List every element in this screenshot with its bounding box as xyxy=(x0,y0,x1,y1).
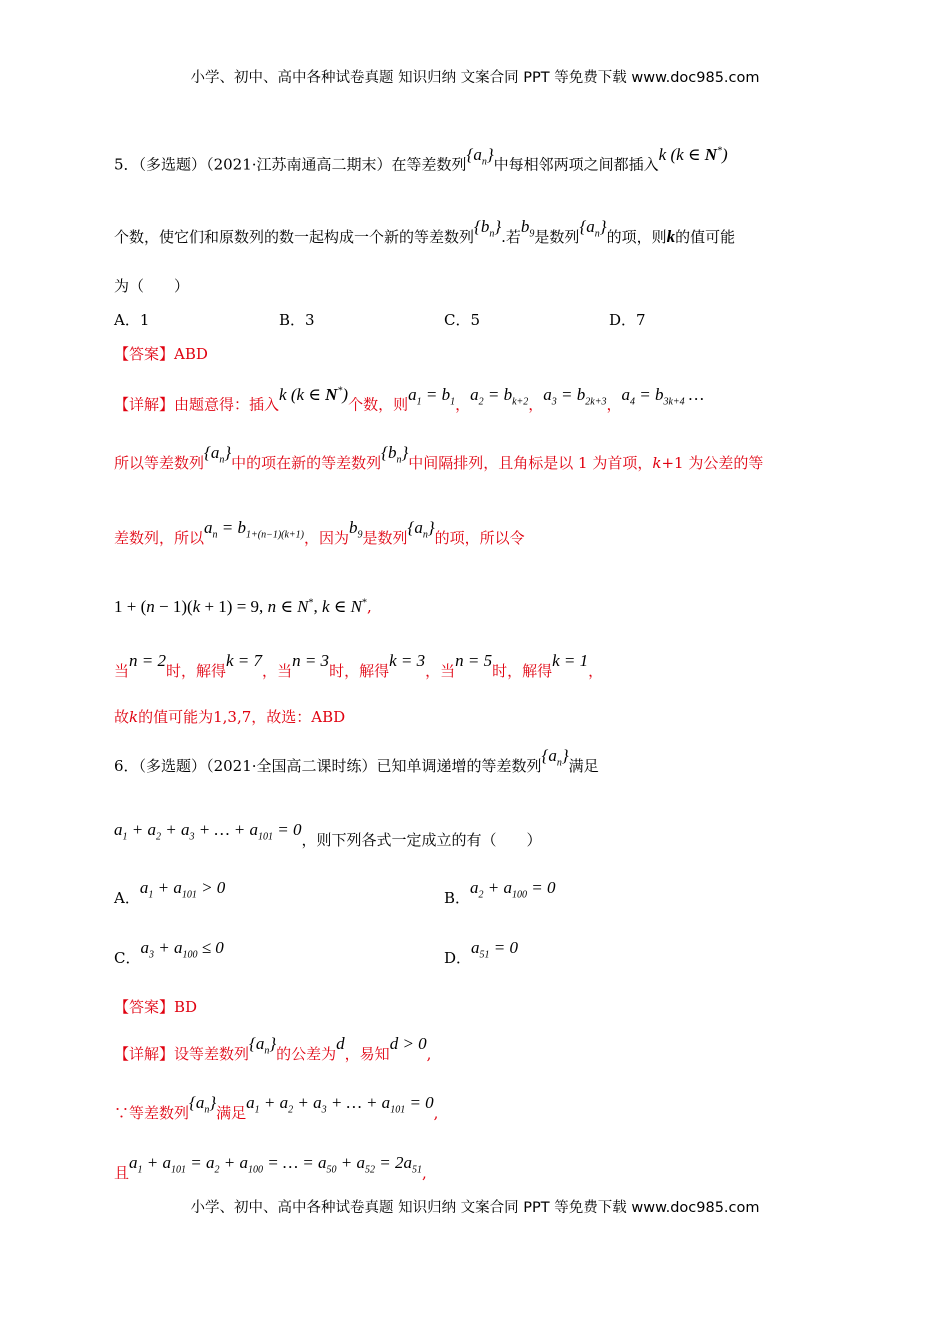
q5-number: 5． xyxy=(114,155,139,174)
q5-stem-line2: 个数，使它们和原数列的数一起构成一个新的等差数列$\{b_n\}$.若$b_9$是数列$\{a_n\}$的项，则k的值可能 xyxy=(114,217,736,246)
q5-detail-conclusion: 故k的值可能为1,3,7，故选：ABD xyxy=(114,708,346,726)
q5-detail-line3: 差数列，所以$a_n = b_{1+(n-1)(k+1)}$，因为$b_9$是数列$\{a_n\}$的项，所以令 xyxy=(114,518,525,547)
q5-detail-line1: 【详解】由题意得：插入k (k ∈ N*)个数，则$a_1 = b_1$，$a_2 = b_{k+2}$，$a_3 = b_{2k+3}$，$a_4 = b_{3k+4}$ … xyxy=(114,384,705,414)
q6-stem-line2: $a_1 + a_2 + a_3$ + … + $a_{101} = 0$，则下列各式一定成立的有（ ） xyxy=(114,820,542,849)
q6-detail-line1: 【详解】设等差数列$\{a_n\}$的公差为d，易知d > 0, xyxy=(114,1034,432,1063)
q6-answer: 【答案】BD xyxy=(114,998,198,1016)
page-header: 小学、初中、高中各种试卷真题 知识归纳 文案合同 PPT 等免费下载 www.doc985.com xyxy=(190,70,760,86)
q6-option-b: B．$a_2 + a_{100} = 0$ xyxy=(444,878,556,907)
math-an-set: $\{a_n\}$ xyxy=(579,217,607,240)
q6-option-c: C．$a_3 + a_{100} \le 0$ xyxy=(114,938,224,967)
q5-option-b: B．3 xyxy=(279,311,315,329)
q6-type-tag: （多选题） xyxy=(138,757,207,775)
q5-answer: 【答案】ABD xyxy=(114,345,208,363)
q5-detail-cases: 当n = 2时，解得k = 7，当n = 3时，解得k = 3，当n = 5时，解得k = 1， xyxy=(114,651,604,680)
q6-option-d: D．$a_{51} = 0$ xyxy=(444,938,519,967)
q6-stem-line1: 6．（多选题）（2021·全国高二课时练）已知单调递增的等差数列$\{a_n\}$满足 xyxy=(114,746,599,775)
q5-option-a: A．1 xyxy=(114,311,150,329)
math-k-in-N: k (k ∈ N*) xyxy=(658,144,728,164)
q5-detail-line2: 所以等差数列$\{a_n\}$中的项在新的等差数列$\{b_n\}$中间隔排列，且角标是以 1 为首项，k+1 为公差的等 xyxy=(114,443,764,472)
q5-option-c: C．5 xyxy=(444,311,481,329)
q5-detail-equation: 1 + (n − 1)(k + 1) = 9, n ∈ N*, k ∈ N*, xyxy=(114,596,372,616)
q6-source: （2021·全国高二课时练） xyxy=(206,757,377,775)
q5-stem-line1: 5．（多选题）（2021·江苏南通高二期末）在等差数列$\{a_n\}$中每相邻两项之间都插入k (k ∈ N*) xyxy=(114,144,728,174)
q6-option-a: A．$a_1 + a_{101} > 0$ xyxy=(114,878,226,907)
q5-type-tag: （多选题） xyxy=(138,155,207,174)
q6-detail-line2: ∵等差数列$\{a_n\}$满足$a_1 + a_2 + a_3$ + … + $a_{101} = 0$, xyxy=(114,1093,439,1122)
page-footer: 小学、初中、高中各种试卷真题 知识归纳 文案合同 PPT 等免费下载 www.doc985.com xyxy=(190,1200,760,1216)
q5-source: （2021·江苏南通高二期末） xyxy=(206,155,392,174)
math-an-set: $\{a_n\}$ xyxy=(466,144,494,168)
math-b9: $b_9$ xyxy=(520,217,535,240)
q6-number: 6． xyxy=(114,757,139,775)
q5-stem-line3: 为（ ） xyxy=(114,277,190,295)
math-bn-set: $\{b_n\}$ xyxy=(474,217,502,240)
q6-detail-line3: 且$a_1 + a_{101} = a_2 + a_{100}$ = … = $a_{50} + a_{52} = 2a_{51}$, xyxy=(114,1153,427,1182)
q5-option-d: D．7 xyxy=(609,311,646,329)
